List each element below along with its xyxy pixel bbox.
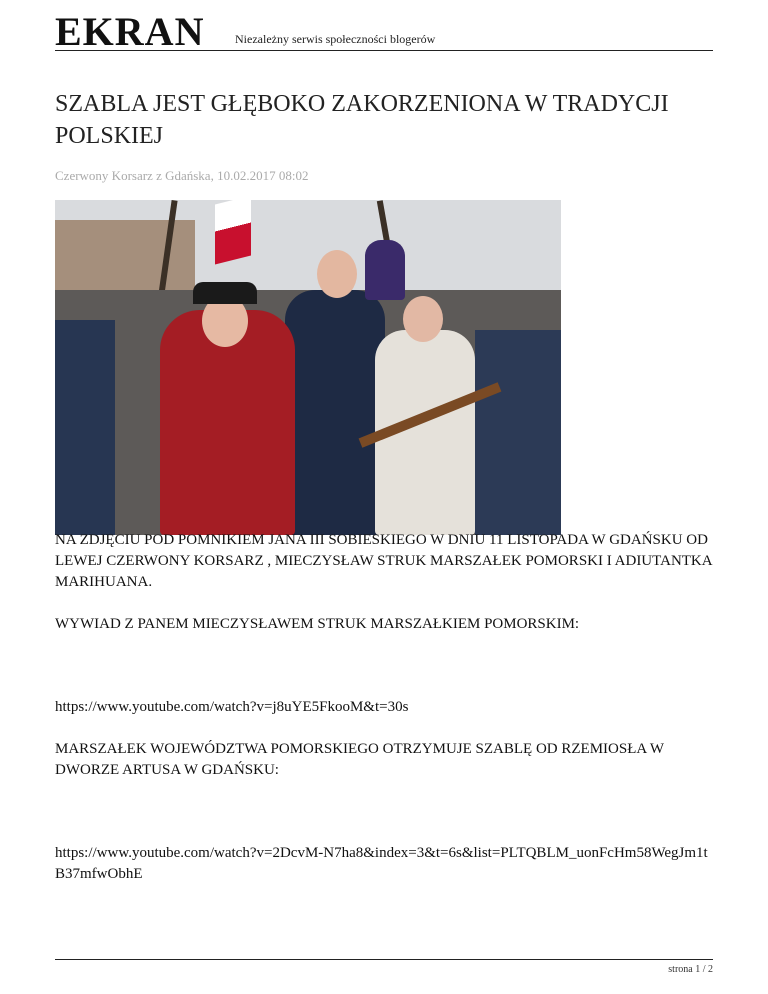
- photo-head: [317, 250, 357, 298]
- page-number: strona 1 / 2: [668, 964, 713, 975]
- page-header: [55, 9, 713, 54]
- youtube-link-1[interactable]: https://www.youtube.com/watch?v=j8uYE5FkooM&t=30s: [55, 699, 409, 715]
- article-meta: Czerwony Korsarz z Gdańska, 10.02.2017 08:02: [55, 168, 309, 183]
- photo-flag: [215, 200, 251, 264]
- photo-caption: NA ZDJĘCIU POD POMNIKIEM JANA III SOBIESKIEGO W DNIU 11 LISTOPADA W GDAŃSKU OD LEWEJ CZERWONY KORSARZ , MIECZYSŁAW STRUK MARSZAŁEK POMORSKI I ADIUTANTKA MARIHUANA.: [55, 532, 712, 590]
- photo-building: [55, 220, 195, 300]
- page-footer: [55, 959, 713, 975]
- interview-heading: WYWIAD Z PANEM MIECZYSŁAWEM STRUK MARSZAŁKIEM POMORSKIM:: [55, 616, 580, 632]
- photo-head: [403, 296, 443, 342]
- photo-hat: [193, 282, 257, 304]
- photo-person: [55, 320, 115, 535]
- sabre-heading: MARSZAŁEK WOJEWÓDZTWA POMORSKIEGO OTRZYMUJE SZABLĘ OD RZEMIOSŁA W DWORZE ARTUSA W GDAŃSKU:: [55, 741, 664, 778]
- site-tagline: Niezależny serwis społeczności blogerów: [235, 32, 436, 46]
- photo-child: [365, 240, 405, 300]
- article-photo: [55, 200, 561, 535]
- photo-person: [475, 330, 561, 535]
- youtube-link-2[interactable]: https://www.youtube.com/watch?v=2DcvM-N7ha8&index=3&t=6s&list=PLTQBLM_uonFcHm58WegJm1tB37mfwObhE: [55, 845, 708, 882]
- photo-person: [285, 290, 385, 535]
- site-logo[interactable]: EKRAN: [55, 9, 205, 54]
- article-title: SZABLA JEST GŁĘBOKO ZAKORZENIONA W TRADYCJI POLSKIEJ: [55, 91, 669, 149]
